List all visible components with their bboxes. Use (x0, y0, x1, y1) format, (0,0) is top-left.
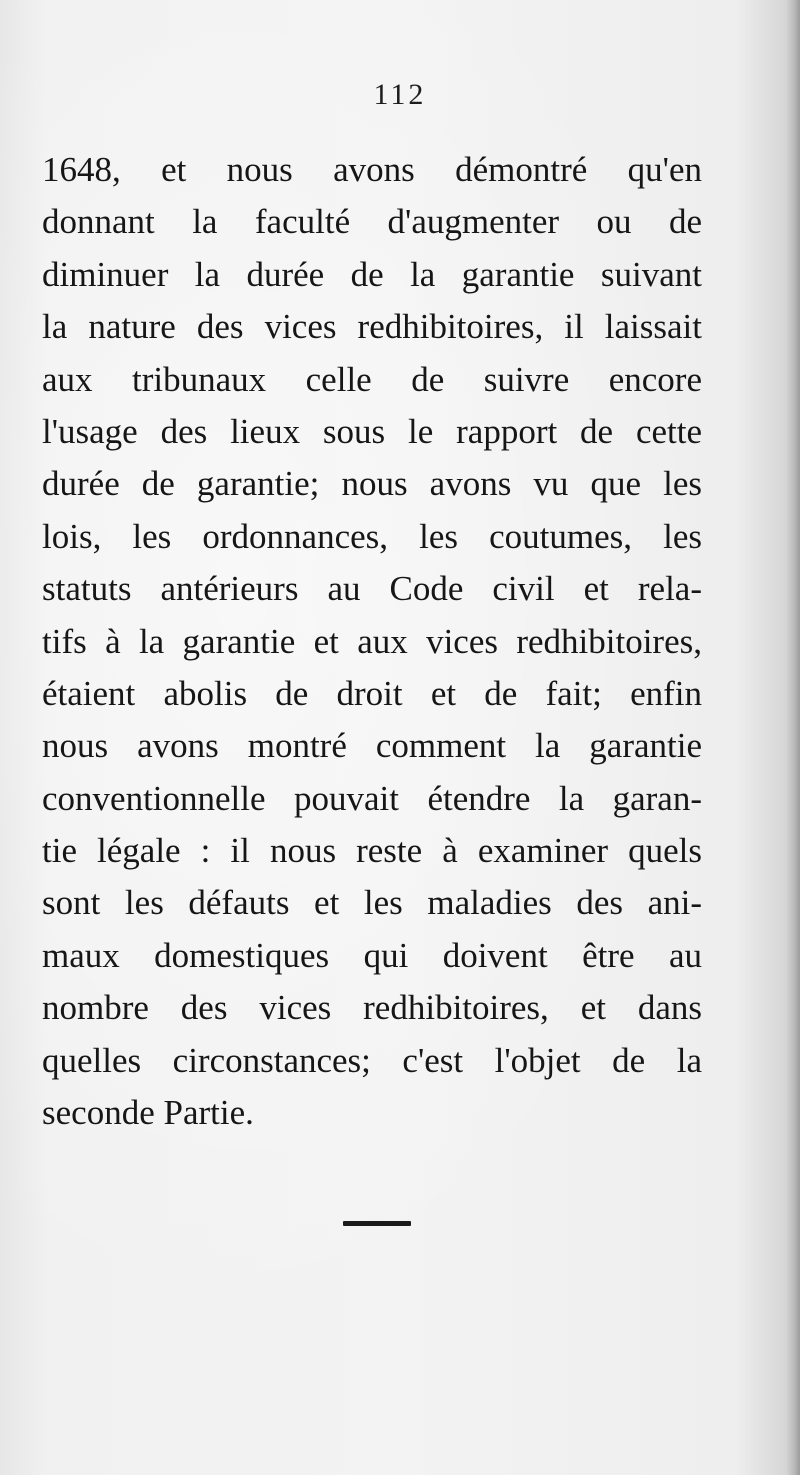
text-line: tie légale : il nous reste à examiner quels (42, 831, 702, 871)
text-line: durée de garantie; nous avons vu que les (42, 464, 702, 504)
text-line: tifs à la garantie et aux vices redhibitoires, (42, 621, 702, 661)
text-line: maux domestiques qui doivent être au (42, 935, 702, 975)
text-line: statuts antérieurs au Code civil et rela- (42, 569, 702, 609)
page-edge-shadow (786, 0, 800, 1475)
text-line: sont les défauts et les maladies des ani- (42, 883, 702, 923)
text-line: aux tribunaux celle de suivre encore (42, 359, 702, 399)
section-end-rule (343, 1221, 411, 1226)
text-line: 1648, et nous avons démontré qu'en (42, 150, 702, 189)
text-line-last: seconde Partie. (42, 1093, 254, 1133)
text-line: nombre des vices redhibitoires, et dans (42, 988, 702, 1028)
text-line: diminuer la durée de la garantie suivant (42, 254, 702, 294)
text-line: quelles circonstances; c'est l'objet de la (42, 1040, 702, 1080)
body-text (42, 144, 702, 1139)
text-line: donnant la faculté d'augmenter ou de (42, 202, 702, 242)
text-line: la nature des vices redhibitoires, il laissait (42, 307, 702, 347)
text-line: étaient abolis de droit et de fait; enfin (42, 673, 702, 713)
text-line: l'usage des lieux sous le rapport de cette (42, 411, 702, 451)
text-line: conventionnelle pouvait étendre la garan- (42, 778, 702, 818)
page-number: 112 (373, 78, 427, 111)
text-line: lois, les ordonnances, les coutumes, les (42, 516, 702, 556)
text-line: nous avons montré comment la garantie (42, 726, 702, 766)
